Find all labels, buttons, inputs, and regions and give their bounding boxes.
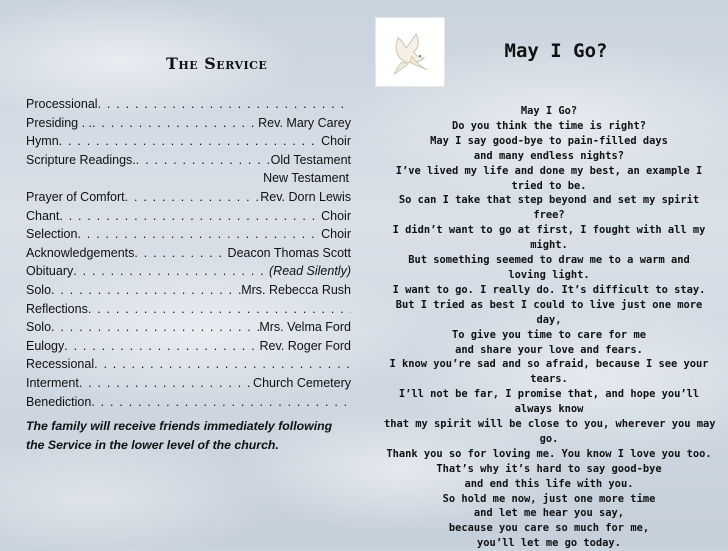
poem-line: So hold me now, just one more time — [442, 492, 656, 505]
program-item-label: Processional — [26, 97, 98, 111]
leader-dots — [88, 300, 351, 319]
leader-dots — [91, 393, 351, 412]
service-title: The Service — [166, 54, 268, 73]
program-item — [26, 169, 351, 188]
family-notice — [26, 417, 356, 455]
poem-line: I’ll not be far, I promise that, and hope you’ll — [398, 388, 700, 401]
leader-dots — [64, 337, 259, 356]
program-item-label: Eulogy — [26, 338, 65, 353]
family-notice-line: The family will receive friends immediately following — [26, 419, 333, 433]
leader-dots — [77, 225, 321, 244]
program-item-participant: Old Testament — [270, 152, 351, 167]
poem-line: May I say good-bye to pain-filled days — [430, 134, 668, 147]
family-notice-line: the Service in the lower level of the church. — [26, 438, 279, 452]
dove-icon — [376, 18, 444, 86]
leader-dots — [134, 244, 227, 263]
program-item-label: Solo — [26, 282, 52, 297]
program-item-participant: Choir — [321, 134, 351, 149]
program-item — [26, 95, 351, 114]
program-item — [26, 262, 351, 281]
program-item-label: Scripture Readings. — [26, 152, 136, 167]
poem-line: always know — [514, 403, 584, 416]
leader-dots — [92, 114, 258, 133]
leader-dots — [98, 95, 351, 114]
program-item — [26, 114, 351, 133]
program-item — [26, 225, 351, 244]
poem-line: That’s why it’s hard to say good-bye — [436, 462, 662, 475]
leader-dots — [51, 318, 259, 337]
program-item — [26, 244, 351, 263]
poem-line: free? — [533, 209, 565, 222]
leader-dots — [73, 262, 269, 281]
dove-image — [375, 17, 445, 87]
program-item — [26, 188, 351, 207]
poem-line: and share your love and fears. — [455, 343, 643, 356]
poem-line: I want to go. I really do. It’s difficult to stay. — [392, 283, 706, 296]
program-item-label: Hymn — [26, 134, 59, 149]
poem-line: But something seemed to draw me to a warm and — [408, 254, 690, 267]
program-item-participant: Mrs. Velma Ford — [259, 320, 351, 335]
program-item — [26, 151, 351, 170]
poem-line: Do you think the time is right? — [452, 119, 646, 132]
poem-line: Thank you so for loving me. You know I love you too. — [386, 447, 712, 460]
poem-line: you’ll let me go today. — [477, 537, 621, 550]
poem-line: But I tried as best I could to live just one more — [395, 298, 703, 311]
poem-line: I’ve lived my life and done my best, an example I — [395, 164, 703, 177]
program-item — [26, 207, 351, 226]
program-item — [26, 281, 351, 300]
program-item-participant: Choir — [321, 208, 351, 223]
poem-line: May I Go? — [520, 105, 578, 117]
poem-line: and end this life with you. — [464, 477, 634, 490]
program-item — [26, 318, 351, 337]
poem-line: tried to be. — [511, 179, 587, 192]
poem-line: might. — [530, 239, 568, 252]
program-item-participant: (Read Silently) — [269, 264, 351, 279]
program-item-label: Chant — [26, 208, 60, 223]
program-item-label: Solo — [26, 320, 52, 335]
poem-line: tears. — [530, 373, 568, 386]
poem-line: I know you’re sad and so afraid, because I see your — [389, 358, 709, 371]
program-item-label: Selection — [26, 227, 78, 242]
program-item-label: Obituary — [26, 264, 74, 279]
leader-dots — [51, 281, 241, 300]
poem-text — [384, 104, 714, 551]
program-item-participant: Rev. Dorn Lewis — [260, 189, 351, 204]
leader-dots — [59, 132, 321, 151]
program-item-participant: Deacon Thomas Scott — [227, 245, 351, 260]
poem-line: go. — [539, 432, 559, 445]
service-program-list — [26, 95, 351, 411]
program-item-participant: Church Cemetery — [253, 375, 351, 390]
program-item-label: Presiding . . — [26, 115, 93, 130]
poem-title: May I Go? — [504, 40, 608, 62]
program-item-participant: Rev. Mary Carey — [258, 115, 351, 130]
program-item — [26, 355, 351, 374]
program-item-label: Acknowledgements — [26, 245, 135, 260]
leader-dots — [94, 355, 351, 374]
poem-line: loving light. — [508, 268, 590, 281]
poem-line: and many endless nights? — [473, 149, 625, 162]
program-item-label: Interment — [26, 375, 79, 390]
leader-dots — [125, 188, 261, 207]
leader-dots — [59, 207, 321, 226]
program-item-label: Reflections — [26, 301, 88, 316]
program-item — [26, 337, 351, 356]
leader-dots — [79, 374, 253, 393]
program-item — [26, 374, 351, 393]
poem-line: because you care so much for me, — [448, 522, 650, 535]
program-item-label: Prayer of Comfort — [26, 189, 125, 204]
poem-line: So can I take that step beyond and set my spirit — [398, 194, 700, 207]
program-item-participant: New Testament — [263, 171, 349, 186]
poem-line: and let me hear you say, — [473, 507, 625, 520]
program-item-label: Recessional — [26, 357, 95, 372]
poem-line: day, — [536, 313, 562, 326]
program-item — [26, 132, 351, 151]
poem-line: To give you time to care for me — [452, 328, 646, 341]
poem-line: that my spirit will be close to you, wherever you may — [384, 418, 716, 431]
program-item-label: Benediction — [26, 394, 92, 409]
program-item — [26, 393, 351, 412]
poem-line: I didn’t want to go at first, I fought with all my — [392, 224, 706, 237]
program-item — [26, 300, 351, 319]
program-item-participant: Choir — [321, 227, 351, 242]
leader-dots — [136, 151, 271, 170]
program-item-participant: Mrs. Rebecca Rush — [241, 282, 351, 297]
program-item-participant: Rev. Roger Ford — [259, 338, 351, 353]
